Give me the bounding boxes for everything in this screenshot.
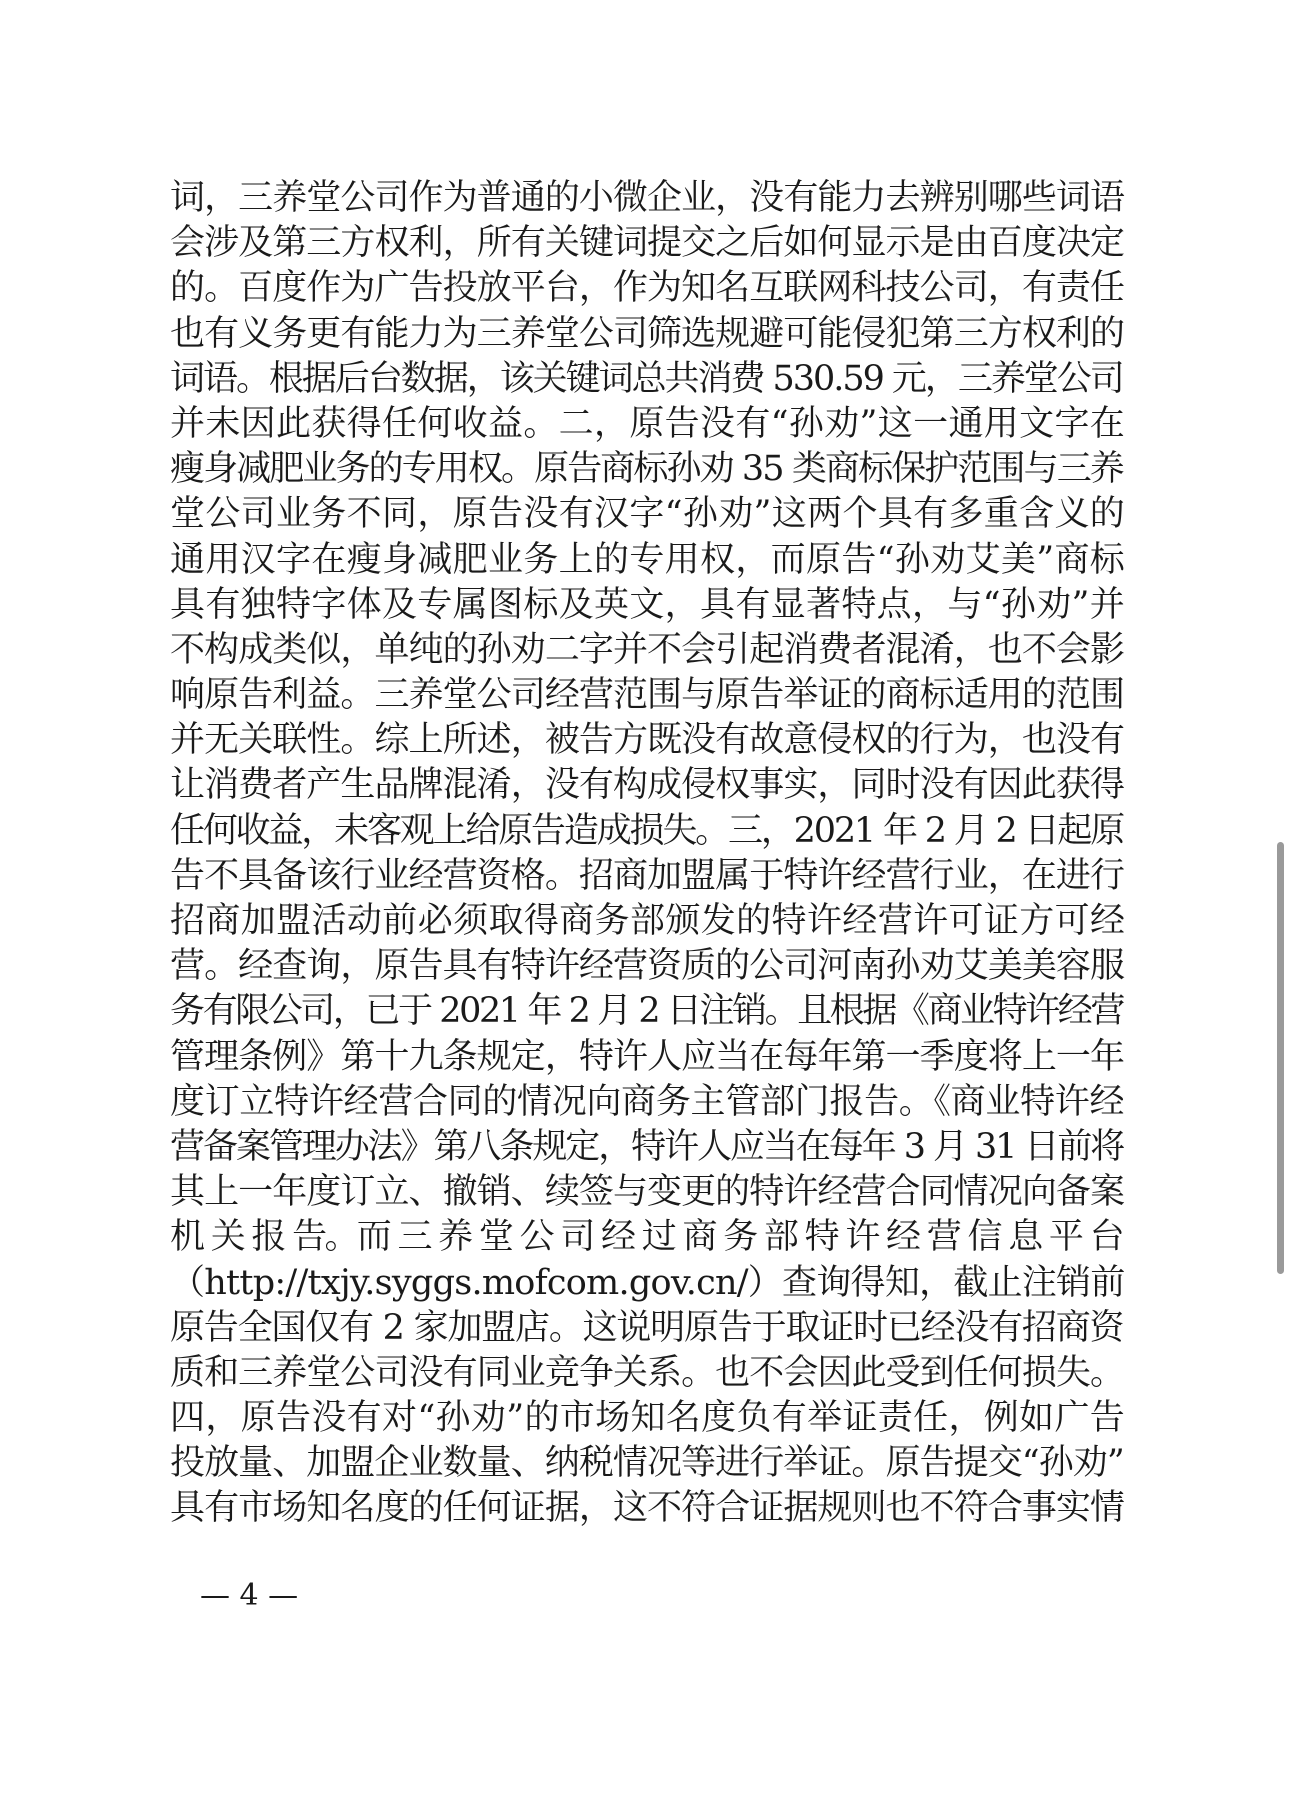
text-line: 招商加盟活动前必须取得商务部颁发的特许经营许可证方可经 [170, 901, 1126, 941]
body-text [170, 176, 1125, 1532]
text-line: 词语。根据后台数据，该关键词总共消费 530.59 元，三养堂公司 [170, 358, 1123, 399]
text-line: （http://txjy.syggs.mofcom.gov.cn/）查询得知，截止注销前 [170, 1262, 1125, 1303]
text-line: 词，三养堂公司作为普通的小微企业，没有能力去辨别哪些词语 [170, 178, 1125, 218]
text-line: 告不具备该行业经营资格。招商加盟属于特许经营行业，在进行 [170, 855, 1125, 896]
text-line: 具有独特字体及专属图标及英文，具有显著特点，与“孙劝”并 [170, 584, 1126, 625]
text-line: 四，原告没有对“孙劝”的市场知名度负有举证责任，例如广告 [170, 1398, 1126, 1439]
text-line: 并未因此获得任何收益。二，原告没有“孙劝”这一通用文字在 [170, 403, 1126, 444]
text-line: 其上一年度订立、撤销、续签与变更的特许经营合同情况向备案 [170, 1172, 1125, 1213]
text-line: 务有限公司，已于 2021 年 2 月 2 日注销。且根据《商业特许经营 [170, 991, 1123, 1032]
text-line: 营备案管理办法》第八条规定，特许人应当在每年 3 月 31 日前将 [170, 1126, 1124, 1167]
text-line: 会涉及第三方权利，所有关键词提交之后如何显示是由百度决定 [170, 223, 1125, 264]
text-line: 原告全国仅有 2 家加盟店。这说明原告于取证时已经没有招商资 [170, 1307, 1124, 1348]
text-line: 也有义务更有能力为三养堂公司筛选规避可能侵犯第三方权利的 [170, 313, 1125, 354]
text-line: 投放量、加盟企业数量、纳税情况等进行举证。原告提交“孙劝” [170, 1443, 1124, 1484]
text-line: 并无关联性。综上所述，被告方既没有故意侵权的行为，也没有 [170, 720, 1125, 761]
text-line: 通用汉字在瘦身减肥业务上的专用权，而原告“孙劝艾美”商标 [170, 539, 1126, 580]
text-line: 让消费者产生品牌混淆，没有构成侵权事实，同时没有因此获得 [170, 765, 1125, 806]
text-line: 响原告利益。三养堂公司经营范围与原告举证的商标适用的范围 [170, 675, 1125, 716]
text-line: 营。经查询，原告具有特许经营资质的公司河南孙劝艾美美容服 [170, 946, 1125, 987]
text-line: 质和三养堂公司没有同业竞争关系。也不会因此受到任何损失。 [170, 1352, 1125, 1393]
text-line: 堂公司业务不同，原告没有汉字“孙劝”这两个具有多重含义的 [170, 494, 1126, 535]
text-line: 任何收益，未客观上给原告造成损失。三，2021 年 2 月 2 日起原 [170, 810, 1124, 851]
text-line: 管理条例》第十九条规定，特许人应当在每年第一季度将上一年 [170, 1036, 1125, 1077]
text-line: 具有市场知名度的任何证据，这不符合证据规则也不符合事实情 [170, 1488, 1125, 1529]
text-line: 机 关 报 告。而 三 养 堂 公 司 经 过 商 务 部 特 许 经 营 信 息 平 台 [170, 1217, 1122, 1258]
scrollbar-thumb[interactable] [1277, 842, 1284, 1274]
scrollbar-track[interactable] [1272, 0, 1290, 1805]
text-line: 瘦身减肥业务的专用权。原告商标孙劝 35 类商标保护范围与三养 [170, 449, 1123, 490]
text-line: 不构成类似，单纯的孙劝二字并不会引起消费者混淆，也不会影 [170, 629, 1125, 670]
text-line: 度订立特许经营合同的情况向商务主管部门报告。《商业特许经 [170, 1081, 1125, 1122]
text-line: 的。百度作为广告投放平台，作为知名互联网科技公司，有责任 [170, 268, 1125, 309]
page-number: — 4 — [200, 1578, 299, 1613]
